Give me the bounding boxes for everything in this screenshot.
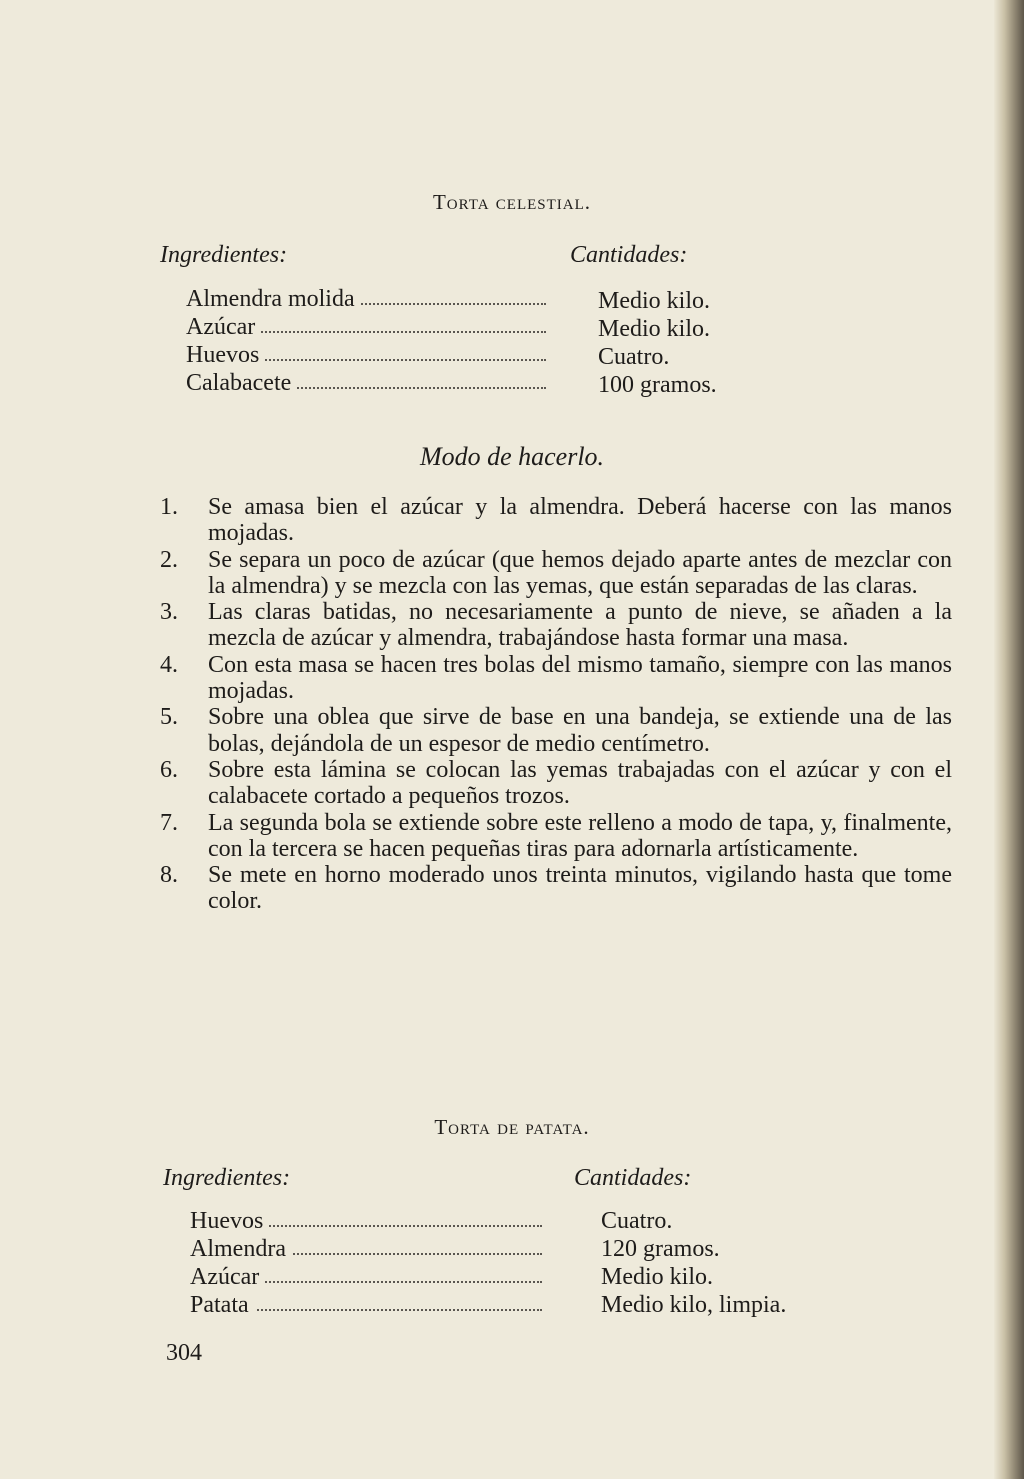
- step-number: 8.: [160, 862, 178, 889]
- ingredient-name: Almendra molida: [186, 285, 361, 313]
- step-item: [160, 810, 952, 863]
- ingredient-quantity: Medio kilo.: [598, 316, 710, 342]
- step-number: 6.: [160, 756, 178, 783]
- step-text: Sobre una oblea que sirve de base en una bandeja, se extiende una de las bolas, dejándola de un espesor de medio centímetro.: [208, 704, 952, 757]
- ingredients-label: Ingredientes:: [163, 1165, 291, 1191]
- ingredient-name: Huevos: [190, 1207, 269, 1235]
- ingredient-row: [190, 1235, 542, 1263]
- step-text: Se mete en horno moderado unos treinta minutos, vigilando hasta que tome color.: [208, 862, 952, 915]
- step-number: 1.: [160, 494, 178, 520]
- step-item: [160, 704, 952, 757]
- page-number: 304: [166, 1340, 202, 1366]
- ingredient-row: [190, 1207, 542, 1235]
- ingredient-row: [186, 341, 546, 369]
- quantity-list: [598, 287, 717, 399]
- step-number: 4.: [160, 651, 178, 678]
- step-number: 2.: [160, 546, 178, 573]
- method-steps: [160, 494, 952, 915]
- ingredient-name: Almendra: [190, 1235, 292, 1263]
- ingredient-quantity: 100 gramos.: [598, 372, 717, 398]
- recipe-title: Torta celestial.: [432, 190, 592, 214]
- step-number: 5.: [160, 704, 178, 731]
- step-text: Se separa un poco de azúcar (que hemos dejado aparte antes de mezclar con la almendra) y se mezcla con las yemas, que están separadas de las claras.: [208, 546, 952, 599]
- ingredient-name: Calabacete: [186, 369, 297, 397]
- ingredient-row: [190, 1291, 542, 1319]
- step-number: 7.: [160, 809, 178, 836]
- ingredient-quantity: Medio kilo.: [601, 1264, 713, 1290]
- ingredient-quantity: Medio kilo.: [598, 288, 710, 314]
- quantity-list: [601, 1207, 786, 1319]
- ingredient-name: Azúcar: [190, 1263, 265, 1291]
- step-item: [160, 547, 952, 600]
- ingredient-row: [186, 285, 546, 313]
- step-text: Las claras batidas, no necesariamente a punto de nieve, se añaden a la mezcla de azúcar y almendra, trabajándose hasta formar una masa.: [208, 599, 952, 652]
- ingredient-row: [186, 313, 546, 341]
- ingredient-quantity: Medio kilo, limpia.: [601, 1292, 787, 1318]
- ingredients-label: Ingredientes:: [160, 242, 288, 268]
- step-item: [160, 652, 952, 705]
- ingredient-row: [190, 1263, 542, 1291]
- step-item: [160, 494, 952, 547]
- ingredient-name: Huevos: [186, 341, 265, 369]
- ingredient-row: [186, 369, 546, 397]
- ingredient-quantity: Cuatro.: [601, 1208, 673, 1234]
- quantities-label: Cantidades:: [570, 242, 688, 268]
- step-text: Sobre esta lámina se colocan las yemas trabajadas con el azúcar y con el calabacete cortado a pequeños trozos.: [208, 756, 952, 810]
- quantities-label: Cantidades:: [574, 1165, 692, 1191]
- step-item: [160, 862, 952, 915]
- recipe-title: Torta de patata.: [434, 1115, 590, 1139]
- ingredient-name: Patata: [190, 1291, 255, 1319]
- step-text: La segunda bola se extiende sobre este relleno a modo de tapa, y, finalmente, con la tercera se hacen pequeñas tiras para adornarla artísticamente.: [208, 809, 952, 862]
- step-text: Con esta masa se hacen tres bolas del mismo tamaño, siempre con las manos mojadas.: [208, 651, 952, 705]
- step-number: 3.: [160, 599, 178, 626]
- ingredient-name: Azúcar: [186, 313, 261, 341]
- page-edge-shadow: [994, 0, 1024, 1479]
- step-item: [160, 757, 952, 810]
- ingredient-quantity: Cuatro.: [598, 344, 670, 370]
- method-heading: Modo de hacerlo.: [419, 442, 605, 471]
- step-text: Se amasa bien el azúcar y la almendra. Deberá hacerse con las manos mojadas.: [208, 494, 952, 547]
- ingredient-list: [186, 285, 546, 397]
- ingredient-quantity: 120 gramos.: [601, 1236, 720, 1262]
- step-item: [160, 599, 952, 652]
- ingredient-list: [190, 1207, 542, 1319]
